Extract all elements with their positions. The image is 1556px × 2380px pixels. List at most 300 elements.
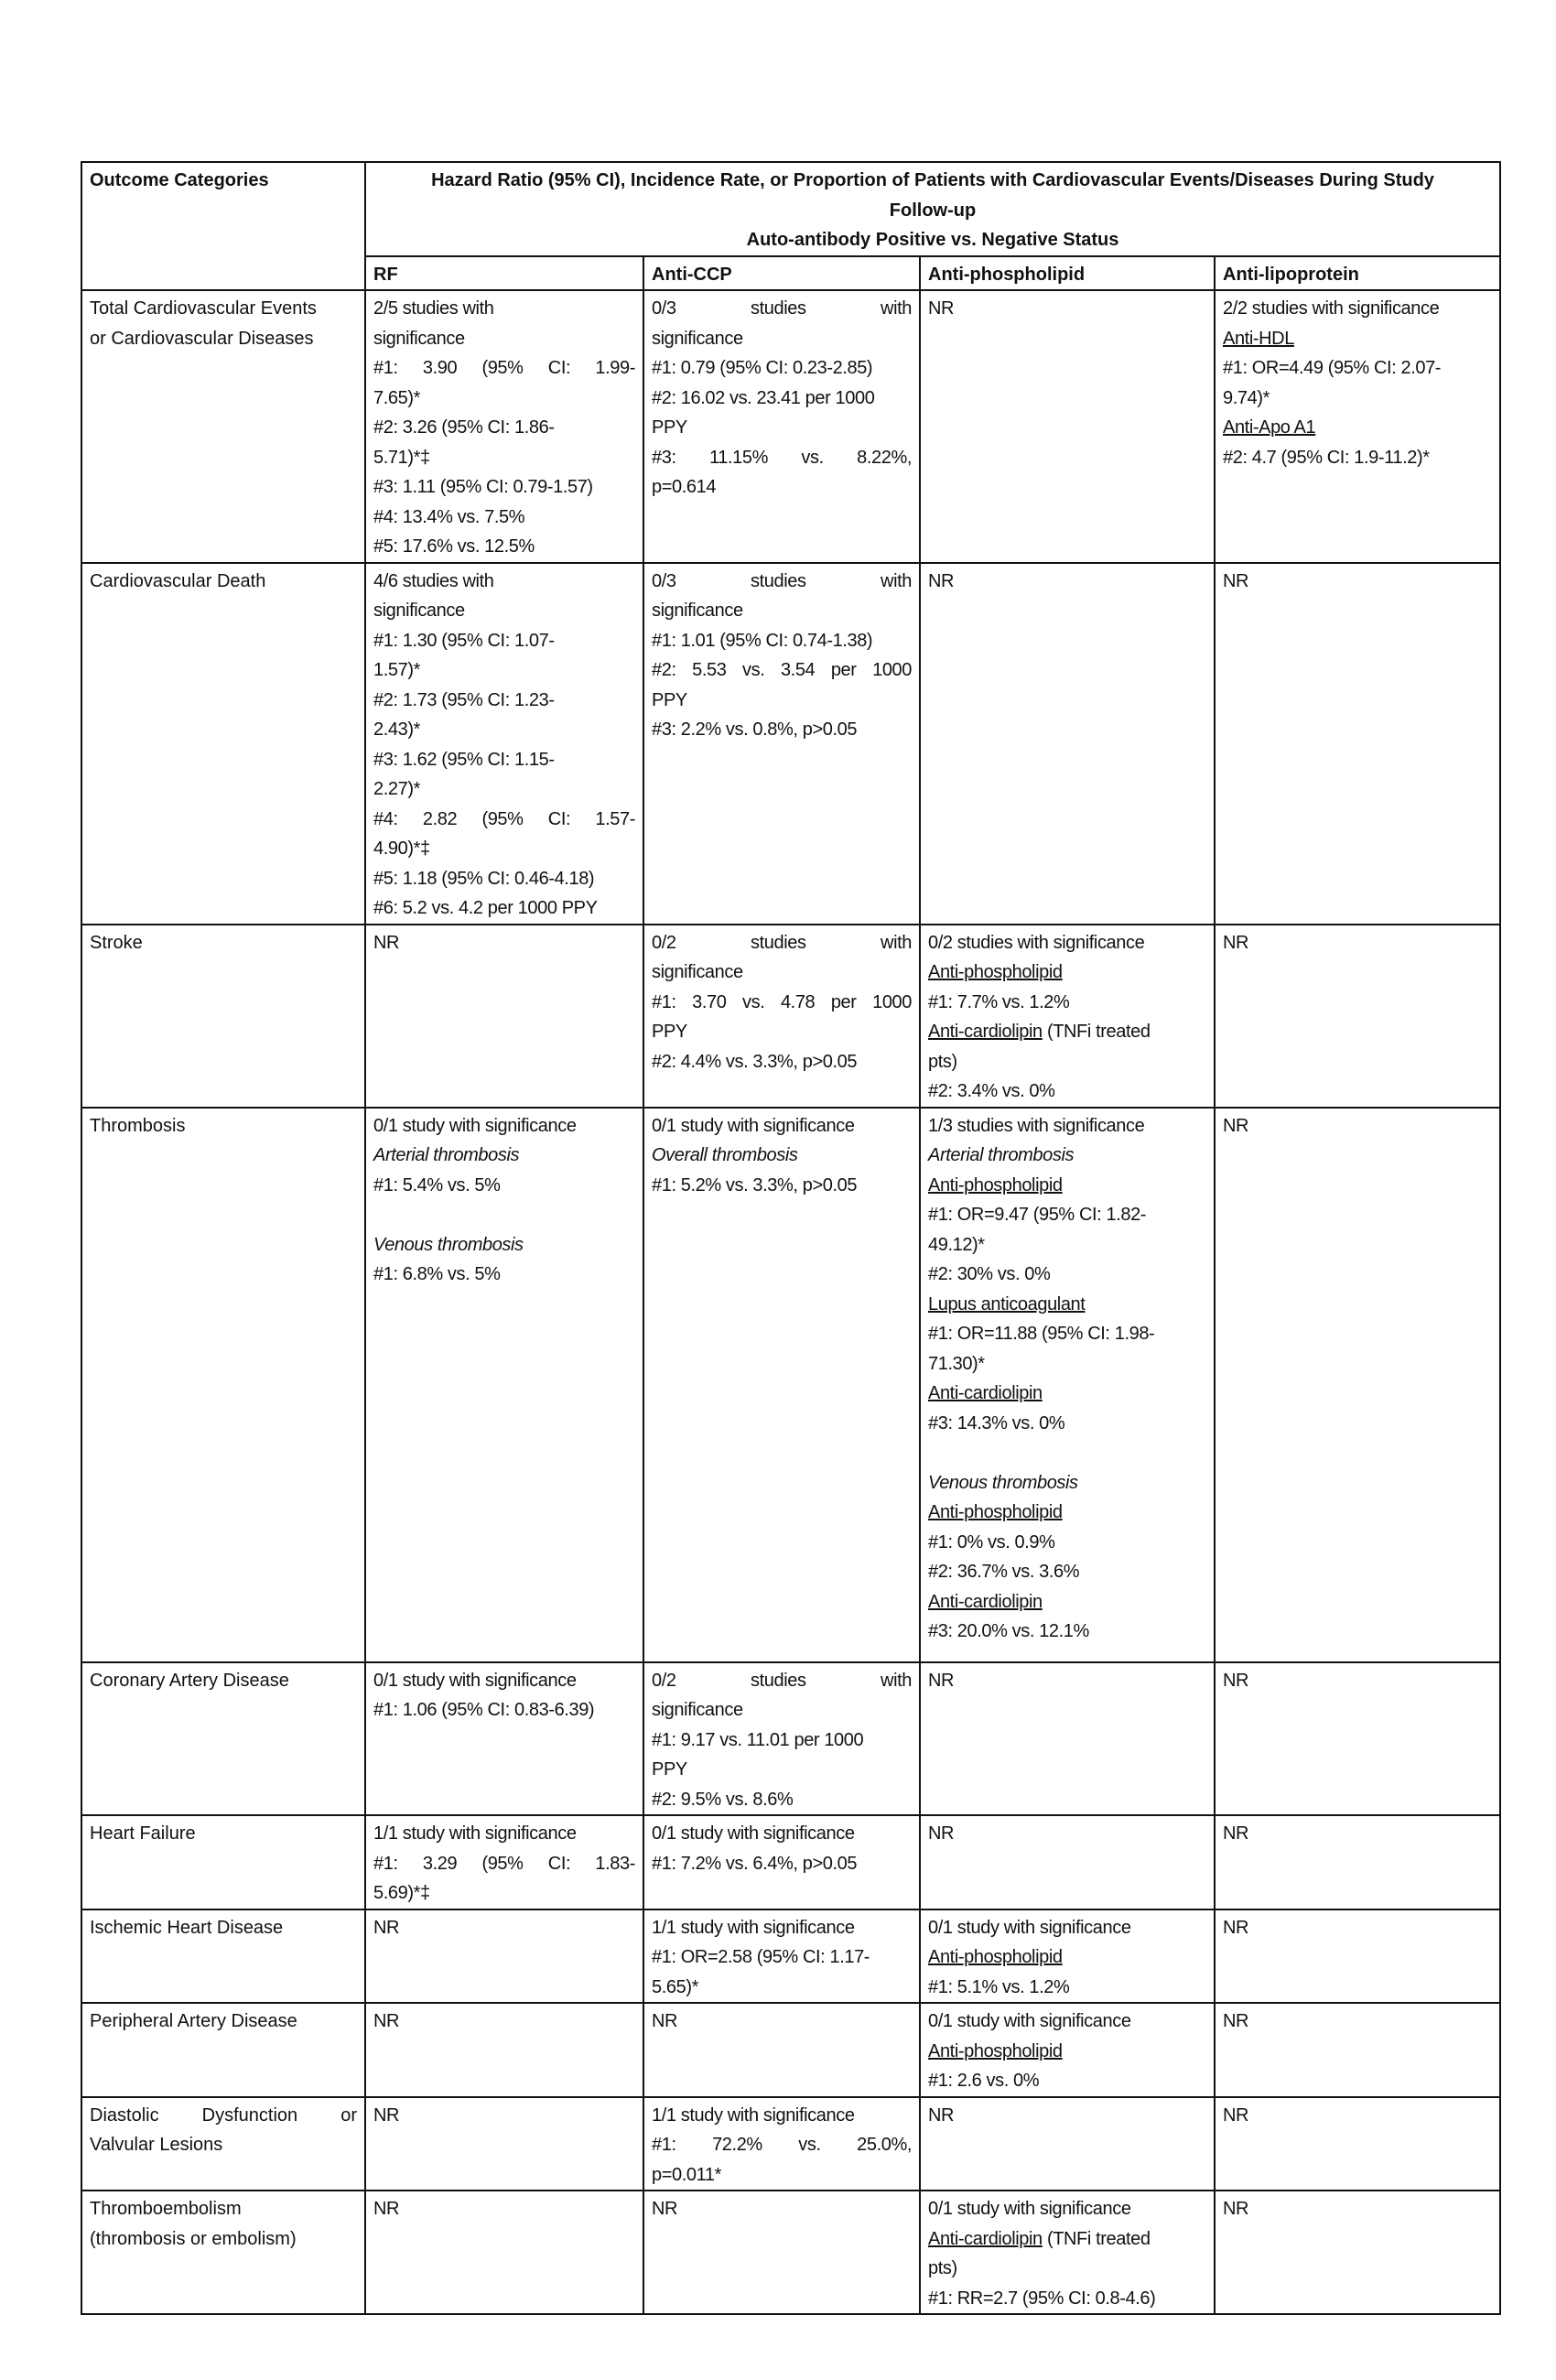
cell-line bbox=[928, 1468, 1206, 1498]
cell-text: #2: 16.02 vs. 23.41 per 1000 bbox=[652, 387, 875, 408]
table-row bbox=[81, 2097, 1500, 2191]
cell-line bbox=[1223, 2007, 1492, 2037]
cell-line bbox=[652, 596, 912, 626]
cell-text: #1: 3.29 (95% CI: 1.83- bbox=[373, 1853, 635, 1874]
cell-line bbox=[1223, 2101, 1492, 2131]
cell-line bbox=[90, 2007, 357, 2037]
cell-line bbox=[652, 988, 912, 1018]
table-row bbox=[81, 1108, 1500, 1662]
outcome-category-cell bbox=[81, 925, 365, 1108]
cell-text: #3: 11.15% vs. 8.22%, bbox=[652, 447, 912, 468]
cell-line bbox=[928, 1666, 1206, 1696]
cell-text: #1: 0.79 (95% CI: 0.23-2.85) bbox=[652, 358, 873, 378]
cell-rf bbox=[365, 1815, 643, 1909]
cell-line bbox=[928, 2284, 1206, 2314]
cell-text: NR bbox=[928, 298, 955, 319]
cell-line bbox=[652, 626, 912, 656]
cell-text: #1: 7.7% vs. 1.2% bbox=[928, 991, 1070, 1012]
cell-line bbox=[373, 686, 635, 716]
cell-line bbox=[373, 532, 635, 562]
cell-text: #1: 0% vs. 0.9% bbox=[928, 1531, 1055, 1552]
subgroup-label: Anti-phospholipid bbox=[928, 1174, 1063, 1195]
cell-line bbox=[373, 834, 635, 864]
cell-text: #1: 9.17 vs. 11.01 per 1000 bbox=[652, 1729, 864, 1750]
cell-text: Thromboembolism bbox=[90, 2199, 242, 2219]
cell-line bbox=[652, 2160, 912, 2191]
cell-text: 0/1 study with significance bbox=[652, 1115, 855, 1136]
cell-line bbox=[928, 1200, 1206, 1230]
subgroup-label: Anti-cardiolipin bbox=[928, 1022, 1043, 1042]
outcome-category-cell bbox=[81, 290, 365, 563]
cell-text: 5.65)* bbox=[652, 1976, 698, 1997]
table-title-header bbox=[365, 162, 1500, 256]
cell-anti-phospholipid bbox=[920, 1815, 1215, 1909]
cell-line bbox=[928, 294, 1206, 324]
outcome-category-cell bbox=[81, 563, 365, 925]
cell-text: 4.90)*‡ bbox=[373, 838, 430, 859]
cell-text: Cardiovascular Death bbox=[90, 570, 266, 591]
cell-line bbox=[928, 2066, 1206, 2096]
cell-line bbox=[928, 988, 1206, 1018]
cell-line bbox=[373, 1878, 635, 1909]
cell-line bbox=[928, 1587, 1206, 1617]
cell-text: #2: 3.4% vs. 0% bbox=[928, 1081, 1055, 1101]
cell-line bbox=[652, 1973, 912, 2003]
cell-line bbox=[928, 2101, 1206, 2131]
cell-line bbox=[373, 893, 635, 924]
cell-line bbox=[373, 353, 635, 384]
cell-line bbox=[373, 715, 635, 745]
cell-line bbox=[652, 1785, 912, 1815]
outcome-category-cell bbox=[81, 1662, 365, 1816]
cell-text: NR bbox=[373, 1917, 400, 1938]
cell-line bbox=[373, 294, 635, 324]
cell-text: NR bbox=[373, 2199, 400, 2219]
cell-text: 7.65)* bbox=[373, 387, 420, 408]
cell-text: NR bbox=[373, 2104, 400, 2126]
cell-text: Ischemic Heart Disease bbox=[90, 1917, 284, 1938]
cell-text: NR bbox=[1223, 2199, 1249, 2219]
cell-anti-phospholipid bbox=[920, 2097, 1215, 2191]
column-header-anti-phospholipid: Anti-phospholipid bbox=[920, 256, 1215, 291]
cell-text: NR bbox=[1223, 932, 1249, 953]
thrombosis-type-label: Arterial thrombosis bbox=[928, 1145, 1075, 1165]
cell-text: 2.27)* bbox=[373, 779, 420, 799]
subgroup-label: Anti-phospholipid bbox=[928, 1502, 1063, 1522]
outcome-category-cell bbox=[81, 2003, 365, 2097]
cell-rf bbox=[365, 925, 643, 1108]
subgroup-label: Anti-cardiolipin bbox=[928, 2228, 1043, 2249]
cell-line bbox=[90, 294, 357, 324]
cell-anti-lipoprotein bbox=[1215, 2003, 1500, 2097]
cell-line bbox=[90, 1913, 357, 1943]
cell-line bbox=[373, 1171, 635, 1201]
cell-text: #1: 5.2% vs. 3.3%, p>0.05 bbox=[652, 1174, 858, 1195]
subgroup-label: Anti-Apo A1 bbox=[1223, 417, 1316, 438]
cell-line bbox=[928, 1260, 1206, 1290]
cell-text: #3: 1.11 (95% CI: 0.79-1.57) bbox=[373, 477, 593, 497]
cell-rf bbox=[365, 1108, 643, 1662]
cell-text: #5: 17.6% vs. 12.5% bbox=[373, 536, 535, 557]
cell-text: #1: 1.06 (95% CI: 0.83-6.39) bbox=[373, 1700, 595, 1720]
cell-text: #3: 14.3% vs. 0% bbox=[928, 1412, 1065, 1433]
cell-text: NR bbox=[373, 2011, 400, 2031]
cell-text: 0/1 study with significance bbox=[652, 1823, 855, 1844]
cell-text: Diastolic Dysfunction or bbox=[90, 2104, 357, 2126]
table-row bbox=[81, 563, 1500, 925]
cell-line bbox=[1223, 384, 1492, 414]
cell-text: NR bbox=[928, 2104, 955, 2126]
cell-text: NR bbox=[1223, 2104, 1249, 2126]
cell-anti-ccp bbox=[643, 563, 920, 925]
cell-line bbox=[1223, 928, 1492, 958]
cell-text: 1/3 studies with significance bbox=[928, 1115, 1145, 1136]
cell-line bbox=[928, 1973, 1206, 2003]
cell-line bbox=[928, 1409, 1206, 1439]
cell-text: Heart Failure bbox=[90, 1823, 196, 1844]
cell-line bbox=[373, 567, 635, 597]
cell-text: PPY bbox=[652, 1022, 687, 1042]
cell-text: #2: 3.26 (95% CI: 1.86- bbox=[373, 417, 555, 438]
cell-rf bbox=[365, 2003, 643, 2097]
cell-line bbox=[928, 1111, 1206, 1141]
title-line: Follow-up bbox=[889, 200, 977, 221]
cell-line bbox=[1223, 1913, 1492, 1943]
cell-line bbox=[373, 596, 635, 626]
cell-rf bbox=[365, 2191, 643, 2314]
cell-line bbox=[928, 1171, 1206, 1201]
cell-line bbox=[373, 413, 635, 443]
subgroup-label: Anti-HDL bbox=[1223, 328, 1294, 349]
title-line: Auto-antibody Positive vs. Negative Status bbox=[746, 230, 1119, 250]
cell-anti-phospholipid bbox=[920, 2003, 1215, 2097]
cell-line bbox=[652, 294, 912, 324]
cell-line bbox=[928, 1319, 1206, 1349]
cell-anti-phospholipid bbox=[920, 1662, 1215, 1816]
cell-text: significance bbox=[652, 962, 743, 982]
cell-line bbox=[1223, 353, 1492, 384]
cell-line bbox=[373, 745, 635, 775]
cell-line bbox=[1223, 1666, 1492, 1696]
cell-anti-lipoprotein bbox=[1215, 290, 1500, 563]
cell-text: Valvular Lesions bbox=[90, 2135, 223, 2155]
cell-text: NR bbox=[652, 2199, 678, 2219]
cell-line bbox=[652, 655, 912, 686]
cell-line bbox=[652, 2194, 912, 2224]
cell-text: #3: 2.2% vs. 0.8%, p>0.05 bbox=[652, 719, 858, 740]
cell-line bbox=[373, 864, 635, 894]
cell-line bbox=[1223, 324, 1492, 354]
cell-line bbox=[90, 324, 357, 354]
cell-line bbox=[373, 503, 635, 533]
cell-anti-phospholipid bbox=[920, 290, 1215, 563]
cell-line bbox=[373, 1141, 635, 1171]
cell-line bbox=[90, 928, 357, 958]
cell-text: (TNFi treated bbox=[1042, 2228, 1151, 2249]
cell-text: NR bbox=[1223, 1917, 1249, 1938]
cell-rf bbox=[365, 1662, 643, 1816]
cell-text: 49.12)* bbox=[928, 1234, 985, 1255]
cell-text: pts) bbox=[928, 2258, 957, 2278]
cell-text: NR bbox=[1223, 570, 1249, 591]
cell-anti-ccp bbox=[643, 2097, 920, 2191]
cell-text: #2: 9.5% vs. 8.6% bbox=[652, 1789, 794, 1810]
cell-line bbox=[652, 567, 912, 597]
cell-text: 0/1 study with significance bbox=[928, 2011, 1131, 2031]
cell-text: PPY bbox=[652, 689, 687, 710]
cell-line bbox=[928, 2254, 1206, 2284]
thrombosis-type-label: Venous thrombosis bbox=[373, 1234, 524, 1255]
cell-text: Total Cardiovascular Events bbox=[90, 298, 317, 319]
cell-text: NR bbox=[373, 932, 400, 953]
cell-line bbox=[1223, 1819, 1492, 1849]
cell-text: #1: OR=9.47 (95% CI: 1.82- bbox=[928, 1205, 1147, 1225]
cell-text: p=0.011* bbox=[652, 2164, 721, 2185]
cell-text: pts) bbox=[928, 1051, 957, 1072]
cell-text: significance bbox=[373, 600, 465, 621]
cell-line bbox=[652, 384, 912, 414]
cell-line bbox=[652, 715, 912, 745]
cell-text: 2/5 studies with bbox=[373, 298, 494, 319]
cell-text: Peripheral Artery Disease bbox=[90, 2011, 297, 2031]
cell-line bbox=[373, 928, 635, 958]
cell-text: PPY bbox=[652, 1759, 687, 1780]
cell-line bbox=[928, 1617, 1206, 1647]
cell-line bbox=[928, 1913, 1206, 1943]
cell-text: NR bbox=[1223, 1823, 1249, 1844]
cell-anti-phospholipid bbox=[920, 1108, 1215, 1662]
cell-text: NR bbox=[1223, 1670, 1249, 1691]
cell-line bbox=[373, 1913, 635, 1943]
cell-text: 1.57)* bbox=[373, 660, 420, 680]
cell-text: NR bbox=[928, 1823, 955, 1844]
cell-text: Thrombosis bbox=[90, 1115, 186, 1136]
cell-text: 71.30)* bbox=[928, 1353, 985, 1374]
cell-line bbox=[652, 1942, 912, 1973]
cell-line bbox=[373, 384, 635, 414]
cell-line bbox=[928, 1819, 1206, 1849]
cell-line bbox=[652, 353, 912, 384]
cell-line bbox=[652, 957, 912, 988]
cell-anti-ccp bbox=[643, 2003, 920, 2097]
cell-line bbox=[928, 1017, 1206, 1047]
cell-text: #1: 3.90 (95% CI: 1.99- bbox=[373, 358, 635, 378]
cell-line bbox=[373, 1260, 635, 1290]
outcome-category-cell bbox=[81, 2191, 365, 2314]
outcome-categories-header: Outcome Categories bbox=[81, 162, 365, 290]
cell-line bbox=[373, 1849, 635, 1879]
cell-anti-lipoprotein bbox=[1215, 1815, 1500, 1909]
cell-text: #2: 30% vs. 0% bbox=[928, 1264, 1051, 1284]
cell-line bbox=[90, 2194, 357, 2224]
cell-text: #2: 4.7 (95% CI: 1.9-11.2)* bbox=[1223, 447, 1430, 468]
cell-text: #3: 20.0% vs. 12.1% bbox=[928, 1621, 1089, 1641]
cell-text: (TNFi treated bbox=[1042, 1022, 1151, 1042]
cell-line bbox=[928, 1076, 1206, 1107]
outcome-category-cell bbox=[81, 2097, 365, 2191]
cell-text: Stroke bbox=[90, 932, 143, 953]
cell-line bbox=[90, 1666, 357, 1696]
cell-text: significance bbox=[652, 1700, 743, 1720]
cell-anti-lipoprotein bbox=[1215, 925, 1500, 1108]
cell-line bbox=[90, 2101, 357, 2131]
cell-anti-ccp bbox=[643, 1909, 920, 2004]
cell-line bbox=[928, 928, 1206, 958]
cell-line bbox=[652, 1141, 912, 1171]
cell-text: #5: 1.18 (95% CI: 0.46-4.18) bbox=[373, 868, 595, 889]
cell-text: #1: RR=2.7 (95% CI: 0.8-4.6) bbox=[928, 2288, 1156, 2309]
cell-line bbox=[373, 774, 635, 805]
cell-text: 0/3 studies with bbox=[652, 570, 912, 591]
cell-text: (thrombosis or embolism) bbox=[90, 2228, 297, 2249]
cell-text: 5.69)*‡ bbox=[373, 1883, 430, 1903]
thrombosis-type-label: Arterial thrombosis bbox=[373, 1145, 520, 1165]
cell-rf bbox=[365, 563, 643, 925]
cell-line bbox=[652, 1726, 912, 1756]
cell-line bbox=[652, 2130, 912, 2160]
table-row bbox=[81, 2191, 1500, 2314]
subgroup-label: Anti-cardiolipin bbox=[928, 1383, 1043, 1403]
cell-line bbox=[928, 2224, 1206, 2255]
cell-line bbox=[1223, 413, 1492, 443]
cell-line bbox=[928, 2007, 1206, 2037]
cell-text: #1: 3.70 vs. 4.78 per 1000 bbox=[652, 991, 912, 1012]
cell-line bbox=[928, 1557, 1206, 1587]
cell-rf bbox=[365, 290, 643, 563]
cell-line bbox=[928, 2037, 1206, 2067]
cell-line bbox=[652, 1666, 912, 1696]
cell-text: #1: OR=11.88 (95% CI: 1.98- bbox=[928, 1324, 1155, 1344]
cell-line bbox=[1223, 2194, 1492, 2224]
cell-anti-ccp bbox=[643, 2191, 920, 2314]
cell-anti-ccp bbox=[643, 1815, 920, 1909]
outcome-category-cell bbox=[81, 1815, 365, 1909]
cell-text: 0/2 studies with bbox=[652, 932, 912, 953]
subgroup-label: Anti-phospholipid bbox=[928, 962, 1063, 982]
cell-anti-phospholipid bbox=[920, 563, 1215, 925]
cell-line bbox=[373, 805, 635, 835]
cell-line bbox=[928, 1942, 1206, 1973]
cell-text: NR bbox=[928, 570, 955, 591]
title-line: Hazard Ratio (95% CI), Incidence Rate, or Proportion of Patients with Cardiovascular Events/Diseases During Study bbox=[431, 170, 1434, 190]
cell-line bbox=[373, 2101, 635, 2131]
cell-line bbox=[373, 1695, 635, 1726]
column-header-anti-ccp: Anti-CCP bbox=[643, 256, 920, 291]
cell-text: #1: 1.30 (95% CI: 1.07- bbox=[373, 630, 555, 651]
cell-line bbox=[652, 1819, 912, 1849]
cell-line bbox=[652, 1047, 912, 1077]
cell-line bbox=[652, 1755, 912, 1785]
cell-text: #1: 2.6 vs. 0% bbox=[928, 2071, 1040, 2091]
cell-line bbox=[928, 1379, 1206, 1409]
cell-text: 2/2 studies with significance bbox=[1223, 298, 1440, 319]
table-row bbox=[81, 290, 1500, 563]
cell-text: 9.74)* bbox=[1223, 387, 1270, 408]
cell-anti-ccp bbox=[643, 1662, 920, 1816]
cell-line bbox=[652, 1017, 912, 1047]
cell-text: #1: OR=4.49 (95% CI: 2.07- bbox=[1223, 358, 1442, 378]
table-row bbox=[81, 925, 1500, 1108]
cell-line bbox=[652, 928, 912, 958]
cell-line bbox=[652, 1849, 912, 1879]
cell-text: #2: 5.53 vs. 3.54 per 1000 bbox=[652, 660, 912, 680]
cell-line bbox=[928, 1230, 1206, 1260]
subgroup-label: Anti-cardiolipin bbox=[928, 1591, 1043, 1612]
outcomes-table bbox=[81, 161, 1501, 2315]
cell-line bbox=[373, 472, 635, 503]
cell-text: significance bbox=[373, 328, 465, 349]
cell-line bbox=[90, 567, 357, 597]
cell-line bbox=[373, 655, 635, 686]
outcome-category-cell bbox=[81, 1108, 365, 1662]
cell-line bbox=[373, 2007, 635, 2037]
cell-line bbox=[928, 1047, 1206, 1077]
subgroup-label: Anti-phospholipid bbox=[928, 1947, 1063, 1967]
cell-text: NR bbox=[928, 1670, 955, 1691]
cell-line bbox=[90, 1111, 357, 1141]
cell-line bbox=[928, 1349, 1206, 1379]
cell-text: 1/1 study with significance bbox=[373, 1823, 577, 1844]
cell-line bbox=[1223, 567, 1492, 597]
cell-line bbox=[90, 2130, 357, 2160]
cell-line bbox=[928, 2194, 1206, 2224]
cell-line bbox=[1223, 443, 1492, 473]
subgroup-label: Lupus anticoagulant bbox=[928, 1293, 1086, 1314]
cell-text: #1: 72.2% vs. 25.0%, bbox=[652, 2135, 912, 2155]
cell-text: p=0.614 bbox=[652, 477, 717, 497]
cell-line bbox=[373, 1666, 635, 1696]
cell-anti-phospholipid bbox=[920, 925, 1215, 1108]
cell-text: 0/1 study with significance bbox=[928, 1917, 1131, 1938]
outcome-category-cell bbox=[81, 1909, 365, 2004]
cell-anti-lipoprotein bbox=[1215, 2097, 1500, 2191]
cell-line bbox=[652, 2101, 912, 2131]
cell-anti-ccp bbox=[643, 925, 920, 1108]
cell-text: 1/1 study with significance bbox=[652, 2104, 855, 2126]
cell-line bbox=[652, 1695, 912, 1726]
cell-text: #6: 5.2 vs. 4.2 per 1000 PPY bbox=[373, 898, 598, 918]
cell-text: #1: 5.4% vs. 5% bbox=[373, 1174, 501, 1195]
cell-text: or Cardiovascular Diseases bbox=[90, 328, 314, 349]
cell-line bbox=[928, 567, 1206, 597]
cell-text: #2: 4.4% vs. 3.3%, p>0.05 bbox=[652, 1051, 858, 1072]
cell-line bbox=[373, 324, 635, 354]
cell-text: #3: 1.62 (95% CI: 1.15- bbox=[373, 749, 555, 770]
cell-text: 4/6 studies with bbox=[373, 570, 494, 591]
cell-text: #2: 36.7% vs. 3.6% bbox=[928, 1562, 1080, 1582]
cell-line bbox=[652, 686, 912, 716]
table-row bbox=[81, 2003, 1500, 2097]
cell-line bbox=[928, 1498, 1206, 1528]
cell-text: #4: 2.82 (95% CI: 1.57- bbox=[373, 808, 635, 829]
cell-text: #1: OR=2.58 (95% CI: 1.17- bbox=[652, 1947, 870, 1967]
cell-anti-lipoprotein bbox=[1215, 2191, 1500, 2314]
subgroup-label: Anti-phospholipid bbox=[928, 2040, 1063, 2061]
cell-line bbox=[373, 1111, 635, 1141]
cell-text: #2: 1.73 (95% CI: 1.23- bbox=[373, 689, 555, 710]
cell-line bbox=[90, 2224, 357, 2255]
cell-line bbox=[373, 1200, 635, 1230]
cell-anti-lipoprotein bbox=[1215, 1662, 1500, 1816]
cell-line bbox=[652, 1171, 912, 1201]
cell-anti-lipoprotein bbox=[1215, 1909, 1500, 2004]
cell-anti-lipoprotein bbox=[1215, 1108, 1500, 1662]
cell-line bbox=[928, 1290, 1206, 1320]
cell-line bbox=[928, 1438, 1206, 1468]
cell-text: PPY bbox=[652, 417, 687, 438]
cell-anti-ccp bbox=[643, 1108, 920, 1662]
cell-line bbox=[373, 2194, 635, 2224]
